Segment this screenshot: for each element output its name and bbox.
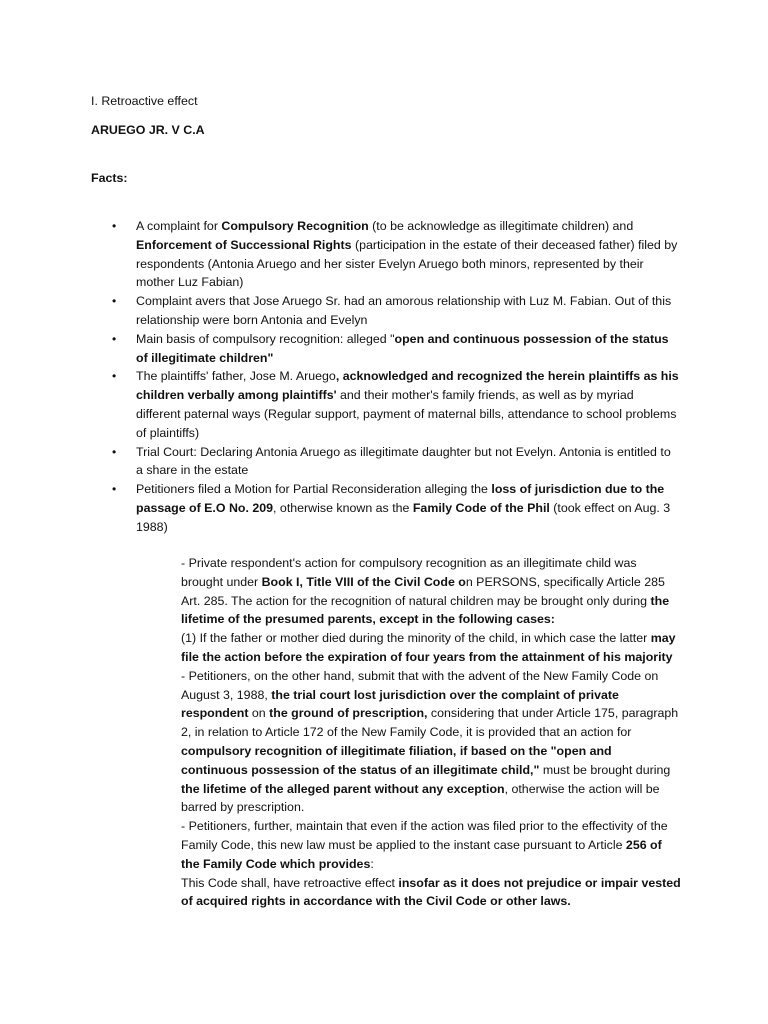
discussion-paragraph [181,874,681,912]
text-run: (took effect on Aug. 3 1988) [136,500,671,534]
facts-list [112,217,681,537]
text-run: (1) If the father or mother died during the minority of the child, in which case the latter [181,631,651,646]
bullet-icon: • [112,369,117,384]
discussion-paragraph [181,817,681,873]
text-run: - Petitioners, further, maintain that even if the action was filed prior to the effectivity of the Family Code, this new law must be applied to the instant case pursuant to Article [181,819,668,852]
text-run: , otherwise known as the [273,500,413,515]
bold-text-run: Family Code of the Phil [412,500,550,515]
fact-bullet-item [112,292,681,330]
text-run: The plaintiffs' father, Jose M. Aruego [136,369,336,384]
text-run: Main basis of compulsory recognition: alleged " [136,331,395,346]
discussion-paragraph [181,554,681,592]
bold-text-run: 256 of the Family Code which provides [181,837,662,871]
section-title: I. Retroactive effect [91,94,198,108]
bold-text-run: loss of jurisdiction due to the passage of E.O No. 209 [136,482,665,515]
text-run: considering that under Article 175, paragraph 2, in relation to Article 172 of the New Family Code, it is provided that an action for [181,706,679,740]
case-title: ARUEGO JR. V C.A [91,123,205,137]
discussion-paragraph [181,629,681,667]
bold-text-run: the ground of prescription, [269,706,428,721]
text-run: on [248,706,270,721]
bold-text-run: , acknowledged and recognized the herein plaintiffs as his children verbally among plaintiffs' [136,369,679,403]
bullet-icon: • [112,444,117,459]
fact-bullet-item [112,480,681,536]
bold-text-run: open and continuous possession of the status of illegitimate children" [136,331,669,365]
bold-text-run: the lifetime of the presumed parents, except in the following cases: [181,593,670,627]
text-run: - Petitioners, on the other hand, submit that with the advent of the New Family Code on August 3, 1988, [181,668,659,702]
text-run: must be brought during [539,762,671,777]
discussion-paragraph [181,667,681,817]
bullet-icon: • [112,331,117,346]
fact-bullet-item [112,367,681,442]
bold-text-run: compulsory recognition of illegitimate filiation, if based on the "open and continuous possession of the status of an illegitimate child," [181,743,612,777]
text-run: Art. 285. The action for the recognition of natural children may be brought only during [181,593,651,608]
fact-bullet-item [112,443,681,481]
text-run: Trial Court: Declaring Antonia Aruego as illegitimate daughter but not Evelyn. Antonia is entitled to a share in the estate [136,444,671,478]
bold-text-run: the lifetime of the alleged parent without any exception [181,781,505,796]
bold-text-run: the trial court lost jurisdiction over the complaint of private respondent [181,687,619,721]
text-run: Petitioners filed a Motion for Partial Reconsideration alleging the [136,482,492,497]
text-run: and their mother's family friends, as well as by myriad different paternal ways (Regular support, payment of maternal bills, attendance to school problems of plaintiffs) [136,388,677,440]
bold-text-run: Book I, Title VIII of the Civil Code o [261,574,466,589]
text-run: - Private respondent's action for compulsory recognition as an illegitimate child was brought under [181,556,637,589]
text-run: Complaint avers that Jose Aruego Sr. had an amorous relationship with Luz M. Fabian. Out of this relationship were born Antonia and Evelyn [136,294,672,327]
text-run: This Code shall, have retroactive effect [181,875,399,890]
text-run: : [370,856,374,871]
bullet-icon: • [112,219,117,233]
fact-bullet-item [112,217,681,292]
text-run: n PERSONS, specifically Article 285 [465,574,665,589]
bold-text-run: may file the action before the expiration of four years from the attainment of his majority [181,631,676,664]
bullet-icon: • [112,482,117,497]
bold-text-run: Enforcement of Successional Rights [136,237,352,252]
text-run: (to be acknowledge as illegitimate children) and [368,219,634,233]
bold-text-run: Compulsory Recognition [221,219,369,233]
text-run: , otherwise the action will be barred by prescription. [181,781,660,815]
discussion-block [181,554,681,911]
text-run: A complaint for [136,219,222,233]
bold-text-run: insofar as it does not prejudice or impair vested of acquired rights in accordance with the Civil Code or other laws. [181,875,681,909]
text-run: (participation in the estate of their deceased father) filed by respondents (Antonia Aruego and her sister Evelyn Aruego both minors, represented by their mother Luz Fabian) [136,237,678,290]
facts-label: Facts: [91,171,128,185]
bullet-icon: • [112,294,117,309]
fact-bullet-item [112,330,681,368]
discussion-paragraph [181,592,681,630]
